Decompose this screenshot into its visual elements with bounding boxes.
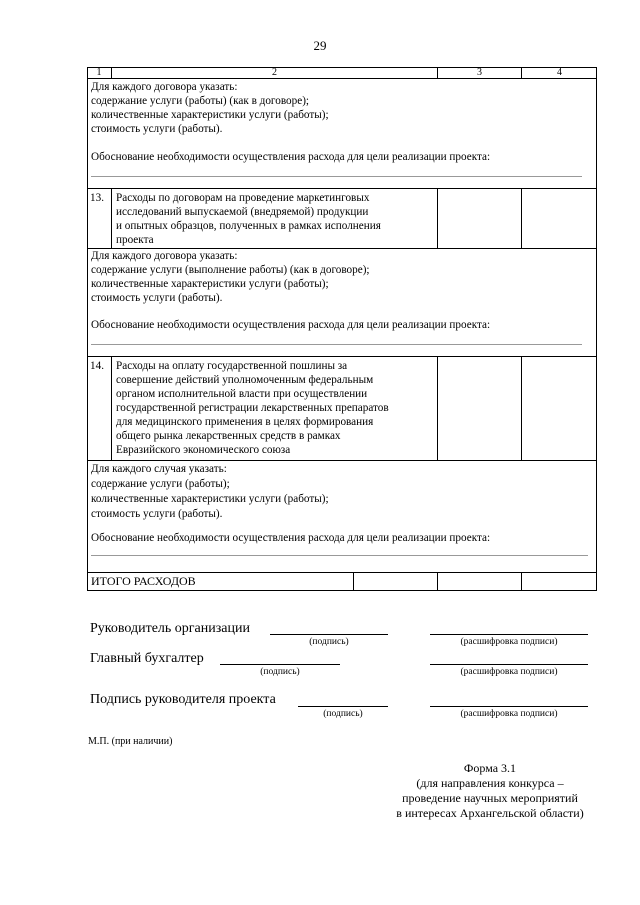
row13-text: и опытных образцов, полученных в рамках исполнения (116, 220, 381, 232)
header-col-1: 1 (96, 67, 102, 78)
block1-line: количественные характеристики услуги (работы); (91, 109, 329, 121)
head-label: Руководитель организации (90, 621, 250, 636)
row14-text: совершение действий уполномоченным федеральным (116, 374, 374, 386)
row14-text: для медицинского применения в целях формирования (116, 416, 374, 428)
header-col-2: 2 (272, 67, 277, 78)
row13-text: исследований выпускаемой (внедряемой) продукции (116, 206, 369, 218)
row13-text: проекта (116, 234, 154, 246)
form-note-line: (для направления конкурса – (416, 776, 564, 790)
form-note-line: в интересах Архангельской области) (396, 806, 584, 820)
block1-line: содержание услуги (работы) (как в договоре); (91, 95, 310, 107)
project-head-decode-caption: (расшифровка подписи) (460, 709, 558, 719)
row14-text: Евразийского экономического союза (116, 444, 291, 456)
accountant-sign-caption: (подпись) (260, 667, 300, 677)
form-title: Форма 3.1 (463, 761, 517, 775)
row14-number: 14. (90, 360, 104, 372)
project-head-sign-caption: (подпись) (323, 709, 363, 719)
total-label: ИТОГО РАСХОДОВ (91, 574, 196, 588)
head-sign-caption: (подпись) (309, 637, 349, 647)
block2-line: стоимость услуги (работы). (91, 292, 223, 304)
row14-text: государственной регистрации лекарственных препаратов (116, 402, 389, 414)
block2-line: содержание услуги (выполнение работы) (как в договоре); (91, 264, 370, 276)
block3-line: количественные характеристики услуги (работы); (91, 493, 329, 505)
form-note-line: проведение научных мероприятий (402, 791, 578, 805)
block2-justification: Обоснование необходимости осуществления расхода для цели реализации проекта: (91, 319, 491, 331)
header-col-3: 3 (477, 67, 482, 78)
block2-line: количественные характеристики услуги (работы); (91, 278, 329, 290)
stamp-place: М.П. (при наличии) (88, 736, 173, 747)
page-number: 29 (313, 38, 327, 53)
row13-number: 13. (90, 192, 104, 204)
form-caption (380, 761, 600, 821)
block1-line: стоимость услуги (работы). (91, 123, 223, 135)
block3-line: содержание услуги (работы); (91, 478, 230, 490)
block1-line: Для каждого договора указать: (91, 81, 238, 93)
block3-line: Для каждого случая указать: (91, 463, 227, 475)
row13-text: Расходы по договорам на проведение маркетинговых (116, 192, 370, 204)
block3-line: стоимость услуги (работы). (91, 508, 223, 520)
head-decode-caption: (расшифровка подписи) (460, 637, 558, 647)
block2-line: Для каждого договора указать: (91, 250, 238, 262)
accountant-decode-caption: (расшифровка подписи) (460, 667, 558, 677)
accountant-label: Главный бухгалтер (90, 651, 204, 666)
block1-justification: Обоснование необходимости осуществления расхода для цели реализации проекта: (91, 151, 491, 163)
expense-table (87, 67, 597, 591)
block3-justification: Обоснование необходимости осуществления расхода для цели реализации проекта: (91, 532, 491, 544)
row14-text: общего рынка лекарственных средств в рамках (116, 430, 341, 442)
header-col-4: 4 (557, 67, 562, 78)
row14-text: органом исполнительной власти при осуществлении (116, 388, 368, 400)
project-head-label: Подпись руководителя проекта (90, 692, 276, 707)
row14-text: Расходы на оплату государственной пошлины за (116, 360, 348, 372)
